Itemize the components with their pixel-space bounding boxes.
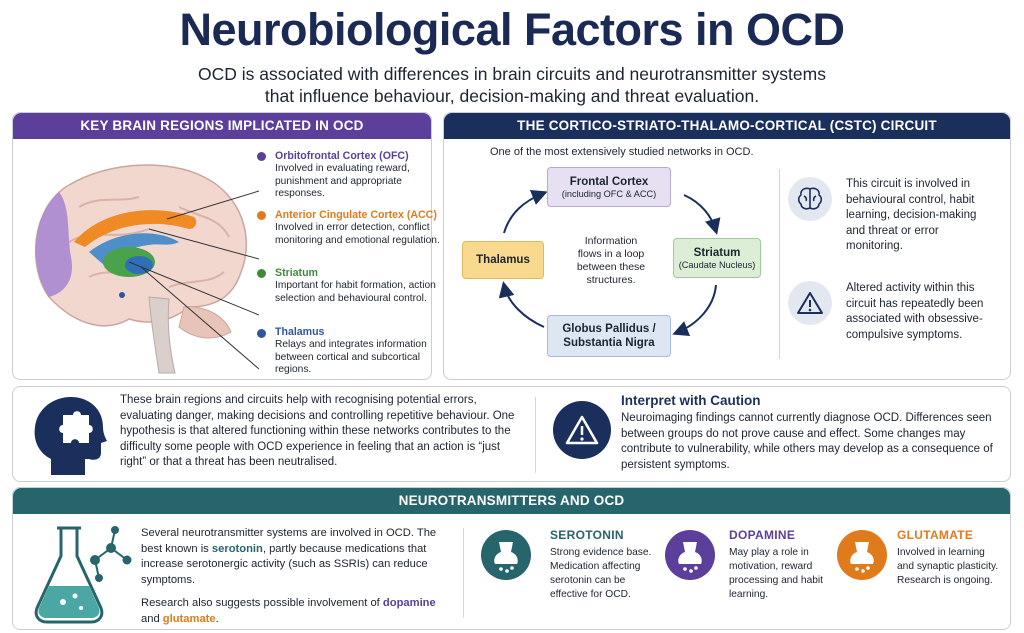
region-ofc: Orbitofrontal Cortex (OFC) Involved in evaluating reward, punishment and appropriate responses. <box>275 150 410 200</box>
serotonin-icon <box>481 530 531 580</box>
striatum-dot <box>257 269 266 278</box>
brain-regions-heading: KEY BRAIN REGIONS IMPLICATED IN OCD <box>13 113 431 139</box>
page-title: Neurobiological Factors in OCD <box>179 4 845 55</box>
neuro-intro: Several neurotransmitter systems are involved in OCD. The best known is serotonin, partly because medications that increase serotonergic activity (such as SSRIs) can reduce symptoms. <box>141 527 437 586</box>
neurotransmitters-panel <box>12 487 1011 630</box>
brain-illustration <box>19 147 259 375</box>
flask-molecule-icon <box>27 522 137 626</box>
region-acc: Anterior Cingulate Cortex (ACC) Involved in error detection, conflict monitoring and emotional regulation. <box>275 209 440 246</box>
cstc-divider <box>779 169 780 359</box>
cstc-center-text: Information flows in a loop between these structures. <box>576 235 646 286</box>
neurotransmitters-heading: NEUROTRANSMITTERS AND OCD <box>13 488 1010 514</box>
brain-icon <box>788 177 832 221</box>
cstc-side-text-2: Altered activity within this circuit has repeatedly been associated with obsessive-compulsive symptoms. <box>846 282 984 341</box>
cstc-side-text-1: This circuit is involved in behavioural control, habit learning, decision-making and threat or error monitoring. <box>846 178 977 252</box>
region-thalamus: Thalamus Relays and integrates information between cortical and subcortical regions. <box>275 326 427 376</box>
summary-text: These brain regions and circuits help with recognising potential errors, evaluating danger, making decisions and controlling repetitive behaviour. One hypothesis is that altered functioning within these networks contributes to the difficulty some people with OCD experience in feeling that an action is “just right” or that a threat has been neutralised. <box>120 394 515 468</box>
serotonin-title: SEROTONIN <box>550 528 624 542</box>
neuro-divider <box>463 528 464 618</box>
summary-divider <box>535 397 536 473</box>
node-thalamus: Thalamus <box>462 241 544 279</box>
thalamus-dot <box>257 329 266 338</box>
dopamine-desc: May play a role in motivation, reward processing and habit learning. <box>729 547 824 600</box>
ofc-dot <box>257 152 266 161</box>
head-puzzle-icon <box>29 393 109 477</box>
caution-text: Neuroimaging findings cannot currently diagnose OCD. Differences seen between groups do not prove cause and effect. Some changes may contribute to vulnerability, while others may develop as a consequence of persistent symptoms. <box>621 412 993 471</box>
serotonin-desc: Strong evidence base. Medication affecting serotonin can be effective for OCD. <box>550 547 652 600</box>
node-globus-pallidus: Globus Pallidus / Substantia Nigra <box>547 315 671 357</box>
node-frontal-cortex: Frontal Cortex (including OFC & ACC) <box>547 167 671 207</box>
caution-icon <box>553 401 611 459</box>
glutamate-icon <box>837 530 887 580</box>
node-striatum: Striatum (Caudate Nucleus) <box>673 238 761 278</box>
cstc-intro: One of the most extensively studied networks in OCD. <box>490 146 754 158</box>
neuro-research: Research also suggests possible involvement of dopamine and glutamate. <box>141 597 436 625</box>
glutamate-desc: Involved in learning and synaptic plasticity. Research is ongoing. <box>897 547 999 586</box>
brain-regions-panel <box>12 112 440 380</box>
acc-dot <box>257 211 266 220</box>
caution-title: Interpret with Caution <box>621 393 761 408</box>
page-subtitle: OCD is associated with differences in brain circuits and neurotransmitter systems that influence behaviour, decision-making and threat evaluation. <box>198 64 826 106</box>
cstc-heading: THE CORTICO-STRIATO-THALAMO-CORTICAL (CSTC) CIRCUIT <box>444 113 1010 139</box>
glutamate-title: GLUTAMATE <box>897 528 974 542</box>
summary-panel <box>12 386 1011 482</box>
dopamine-icon <box>665 530 715 580</box>
warning-triangle-icon <box>788 281 832 325</box>
cstc-panel <box>443 112 1011 380</box>
dopamine-title: DOPAMINE <box>729 528 796 542</box>
region-striatum: Striatum Important for habit formation, action selection and behavioural control. <box>275 267 436 304</box>
